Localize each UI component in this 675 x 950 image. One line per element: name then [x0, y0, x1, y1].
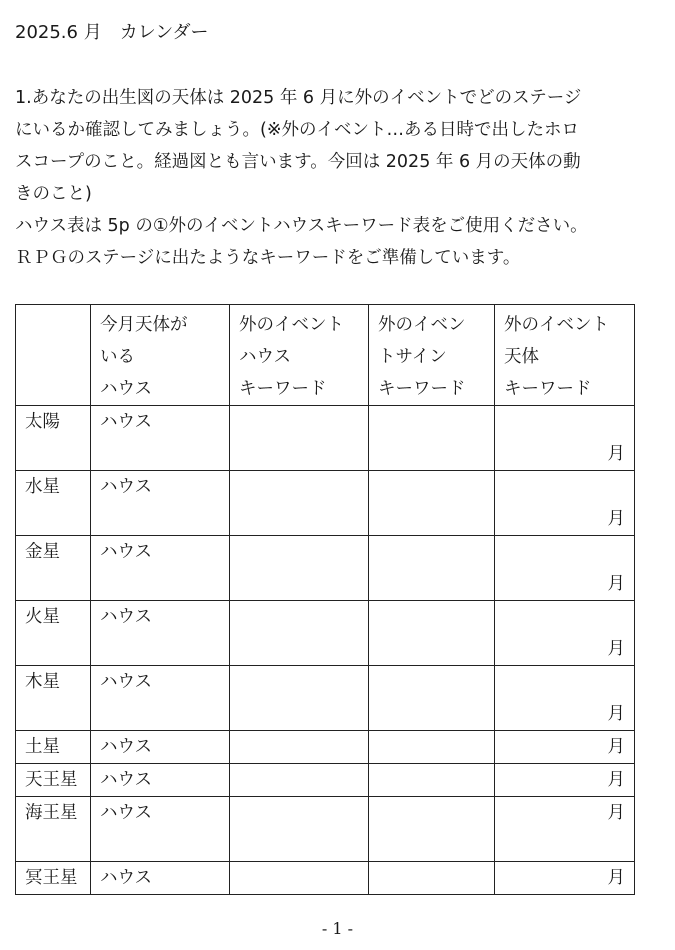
- month-label: 月: [607, 737, 625, 757]
- instruction-line: ハウス表は 5p の①外のイベントハウスキーワード表をご使用ください。: [15, 216, 588, 236]
- page-number: - 1 -: [321, 919, 354, 938]
- planet-name: 土星: [16, 731, 91, 764]
- instruction-line: にいるか確認してみましょう。(※外のイベント…ある日時で出したホロ: [15, 120, 579, 140]
- month-label: 月: [607, 868, 625, 888]
- header-planet-keyword: [495, 305, 635, 406]
- planet-name: 水星: [16, 471, 91, 536]
- planet-name: 冥王星: [16, 862, 91, 895]
- month-label: 月: [607, 770, 625, 790]
- house-label: ハウス: [91, 666, 230, 731]
- house-keyword-cell: [230, 406, 369, 471]
- sign-keyword-cell: [369, 862, 495, 895]
- month-label: 月: [607, 444, 625, 464]
- sign-keyword-cell: [369, 536, 495, 601]
- header-line: ハウス: [100, 379, 152, 399]
- house-keyword-cell: [230, 536, 369, 601]
- house-label: ハウス: [91, 731, 230, 764]
- house-keyword-cell: [230, 601, 369, 666]
- month-label: 月: [607, 704, 625, 724]
- header-sign-keyword: [369, 305, 495, 406]
- header-line: 外のイベント: [504, 315, 609, 335]
- table-row-jupiter: [16, 666, 635, 731]
- planet-keyword-cell: [495, 862, 635, 895]
- planet-name: 天王星: [16, 764, 91, 797]
- table-row-uranus: [16, 764, 635, 797]
- house-label: ハウス: [91, 471, 230, 536]
- table-row-sun: [16, 406, 635, 471]
- sign-keyword-cell: [369, 406, 495, 471]
- instruction-line: スコープのこと。経過図とも言います。今回は 2025 年 6 月の天体の動: [15, 152, 581, 172]
- planet-keyword-cell: [495, 536, 635, 601]
- house-keyword-cell: [230, 471, 369, 536]
- house-label: ハウス: [91, 797, 230, 862]
- house-label: ハウス: [91, 862, 230, 895]
- sign-keyword-cell: [369, 731, 495, 764]
- planet-keyword-table: [15, 304, 635, 895]
- header-line: ハウス: [239, 347, 291, 367]
- page-title: 2025.6 月 カレンダー: [15, 22, 209, 43]
- planet-keyword-cell: [495, 601, 635, 666]
- instruction-line: きのこと): [15, 184, 92, 204]
- planet-name: 火星: [16, 601, 91, 666]
- month-label: 月: [607, 803, 625, 823]
- sign-keyword-cell: [369, 471, 495, 536]
- instruction-line: ＲＰＧのステージに出たようなキーワードをご準備しています。: [15, 248, 521, 268]
- planet-name: 木星: [16, 666, 91, 731]
- header-line: キーワード: [239, 379, 327, 399]
- table-header-row: [16, 305, 635, 406]
- house-label: ハウス: [91, 406, 230, 471]
- table-row-venus: [16, 536, 635, 601]
- instructions: [15, 82, 665, 274]
- header-line: 今月天体が: [100, 315, 188, 335]
- table-row-mars: [16, 601, 635, 666]
- instruction-line: 1.あなたの出生図の天体は 2025 年 6 月に外のイベントでどのステージ: [15, 88, 582, 108]
- table-row-pluto: [16, 862, 635, 895]
- sign-keyword-cell: [369, 764, 495, 797]
- house-label: ハウス: [91, 601, 230, 666]
- month-label: 月: [607, 509, 625, 529]
- table-row-mercury: [16, 471, 635, 536]
- sign-keyword-cell: [369, 601, 495, 666]
- month-label: 月: [607, 639, 625, 659]
- header-house-keyword: [230, 305, 369, 406]
- header-planet: [16, 305, 91, 406]
- header-line: 外のイベン: [378, 315, 466, 335]
- header-current-house: [91, 305, 230, 406]
- planet-name: 太陽: [16, 406, 91, 471]
- sign-keyword-cell: [369, 797, 495, 862]
- house-keyword-cell: [230, 862, 369, 895]
- house-keyword-cell: [230, 797, 369, 862]
- header-line: 天体: [504, 347, 539, 367]
- header-line: キーワード: [378, 379, 466, 399]
- header-line: いる: [100, 347, 135, 367]
- planet-keyword-cell: [495, 797, 635, 862]
- header-line: トサイン: [378, 347, 447, 367]
- planet-keyword-cell: [495, 764, 635, 797]
- planet-name: 海王星: [16, 797, 91, 862]
- planet-keyword-cell: [495, 406, 635, 471]
- house-keyword-cell: [230, 731, 369, 764]
- house-label: ハウス: [91, 536, 230, 601]
- house-keyword-cell: [230, 666, 369, 731]
- house-keyword-cell: [230, 764, 369, 797]
- header-line: 外のイベント: [239, 315, 344, 335]
- sign-keyword-cell: [369, 666, 495, 731]
- house-label: ハウス: [91, 764, 230, 797]
- table-row-neptune: [16, 797, 635, 862]
- table-row-saturn: [16, 731, 635, 764]
- planet-keyword-cell: [495, 731, 635, 764]
- planet-keyword-cell: [495, 666, 635, 731]
- planet-name: 金星: [16, 536, 91, 601]
- header-line: キーワード: [504, 379, 592, 399]
- month-label: 月: [607, 574, 625, 594]
- planet-keyword-cell: [495, 471, 635, 536]
